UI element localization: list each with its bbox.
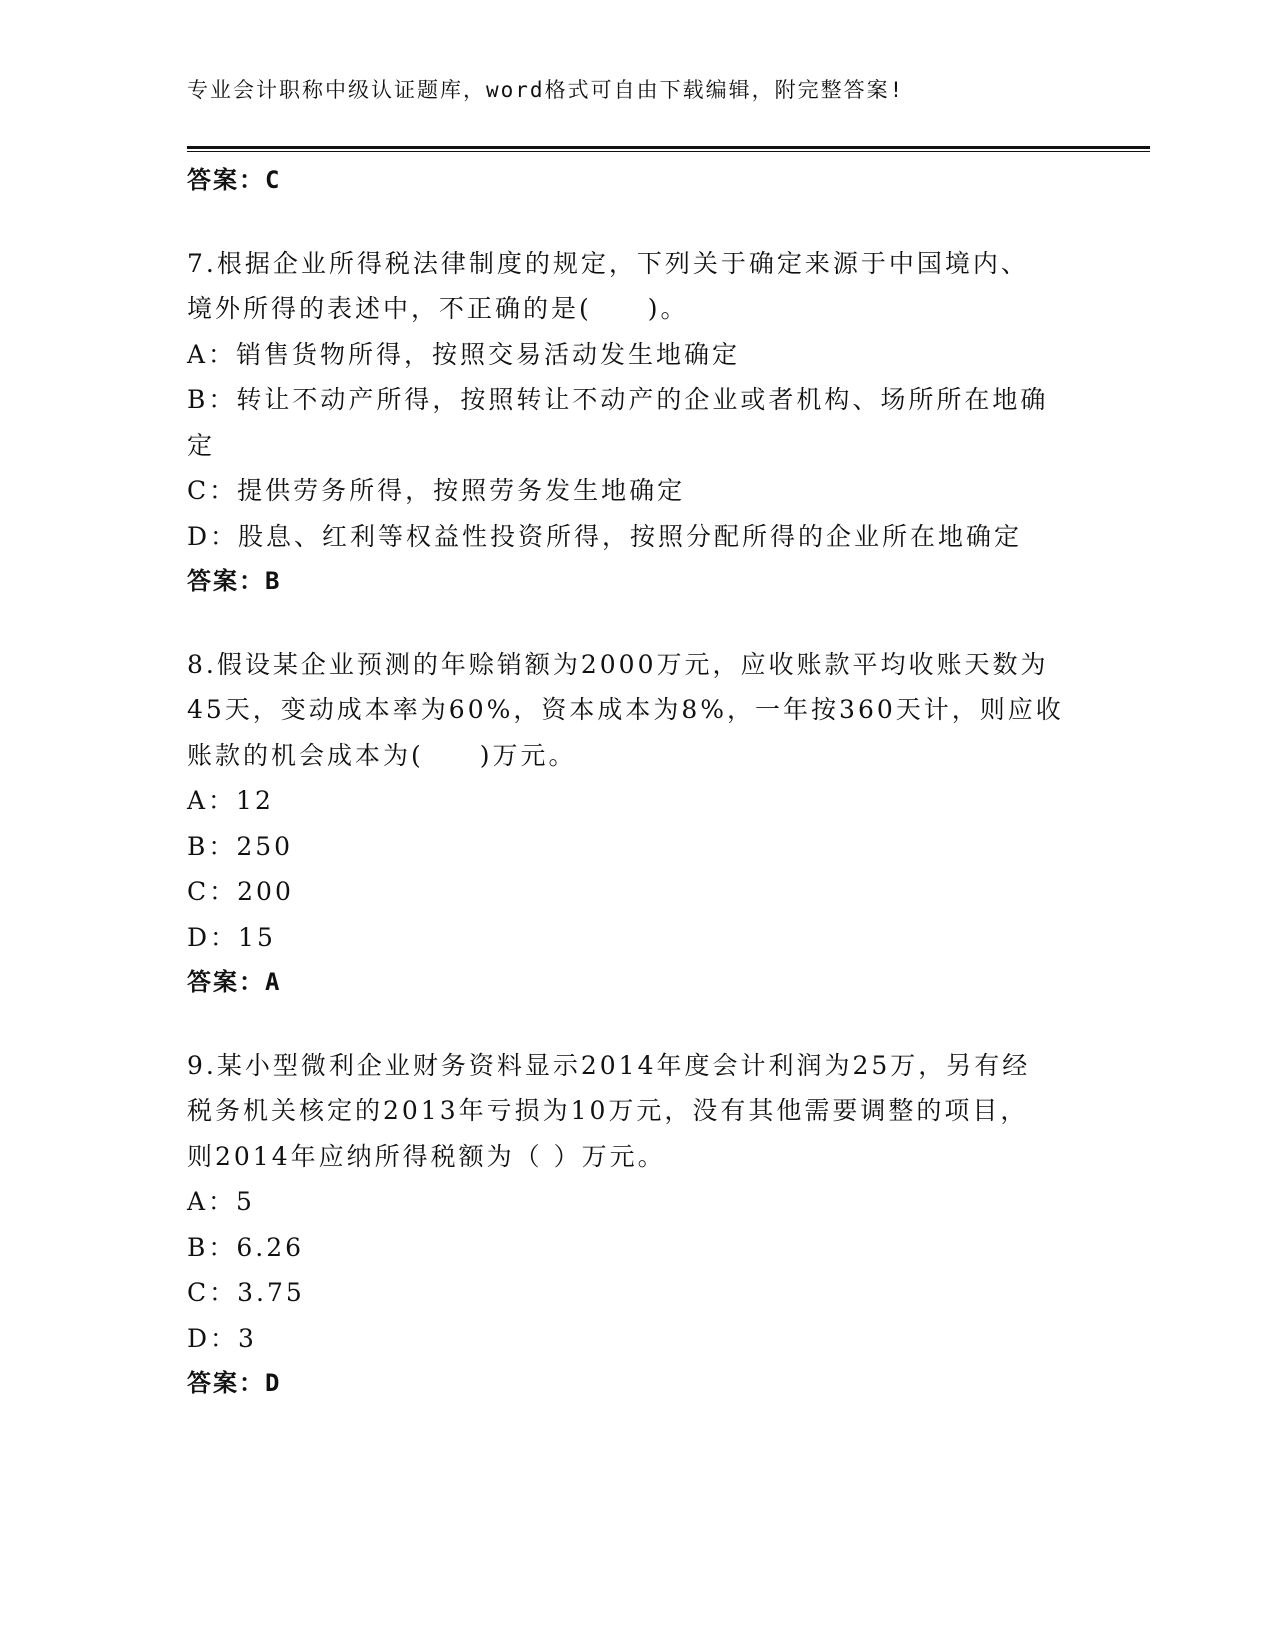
- question-block: [187, 241, 1087, 605]
- option-c: C：200: [187, 877, 294, 906]
- option-d: D：15: [187, 922, 276, 952]
- option-c: C：3.75: [187, 1278, 305, 1307]
- option-d: D：股息、红利等权益性投资所得，按照分配所得的企业所在地确定: [187, 521, 1023, 551]
- answer-line: 答案：B: [187, 567, 282, 595]
- header-rule-thick: [187, 146, 1150, 149]
- option-b: B：转让不动产所得，按照转让不动产的企业或者机构、场所所在地确: [187, 385, 1049, 414]
- option-c: C：提供劳务所得，按照劳务发生地确定: [187, 476, 686, 505]
- option-a: A：12: [187, 786, 274, 815]
- answer-line: 答案：D: [187, 1369, 282, 1397]
- answer-line: 答案：A: [187, 968, 282, 996]
- header-rule-thin: [187, 151, 1150, 152]
- option-a: A：销售货物所得，按照交易活动发生地确定: [187, 339, 741, 369]
- option-b: B：250: [187, 831, 294, 861]
- option-b: B：6.26: [187, 1232, 305, 1262]
- question-text: 45天，变动成本率为60%，资本成本为8%，一年按360天计，则应收: [187, 695, 1064, 724]
- question-text: 税务机关核定的2013年亏损为10万元，没有其他需要调整的项目，: [187, 1096, 1029, 1125]
- document-body: [187, 158, 1087, 1407]
- question-text: 7.根据企业所得税法律制度的规定，下列关于确定来源于中国境内、: [187, 248, 1029, 278]
- question-text: 8.假设某企业预测的年赊销额为2000万元，应收账款平均收账天数为: [187, 649, 1049, 679]
- question-text: 境外所得的表述中，不正确的是( )。: [187, 294, 689, 323]
- question-block: [187, 1043, 1087, 1407]
- option-d: D：3: [187, 1323, 257, 1353]
- question-block: [187, 642, 1087, 1006]
- page-header: 专业会计职称中级认证题库，word格式可自由下载编辑，附完整答案!: [187, 78, 905, 102]
- question-text: 9.某小型微利企业财务资料显示2014年度会计利润为25万，另有经: [187, 1050, 1031, 1080]
- answer-line: 答案：C: [187, 166, 282, 194]
- question-text: 则2014年应纳所得税额为（ ）万元。: [187, 1141, 666, 1171]
- question-gap: [187, 1006, 1087, 1043]
- option-a: A：5: [187, 1187, 255, 1216]
- option-b-continued: 定: [187, 430, 216, 460]
- question-gap: [187, 204, 1087, 241]
- question-text: 账款的机会成本为( )万元。: [187, 740, 577, 770]
- question-gap: [187, 605, 1087, 642]
